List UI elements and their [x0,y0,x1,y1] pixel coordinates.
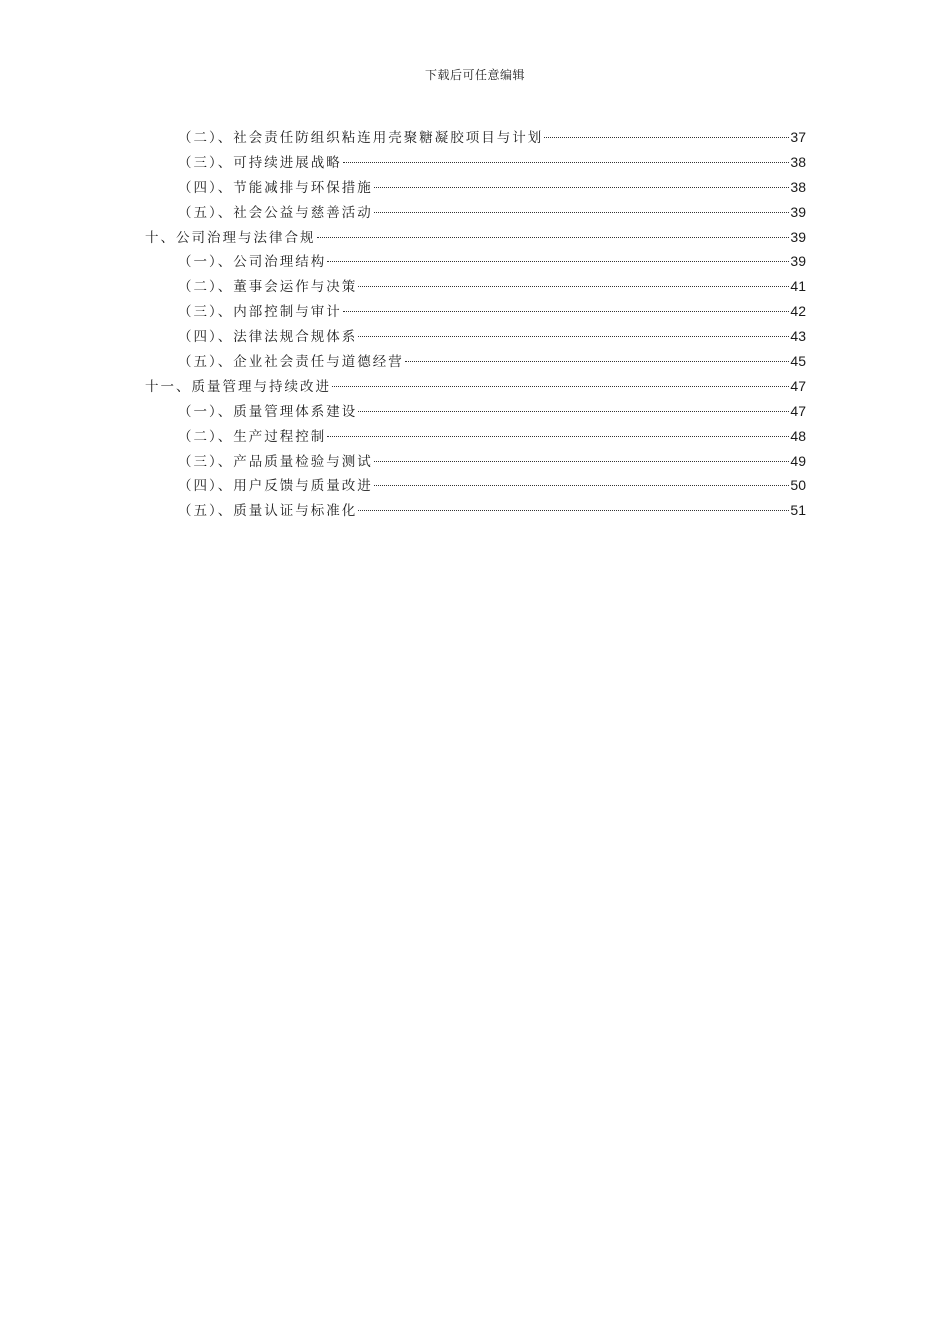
toc-entry[interactable] [145,125,806,150]
toc-dot-leader [374,212,790,213]
toc-entry[interactable] [145,498,806,523]
toc-dot-leader [374,187,790,188]
toc-dot-leader [332,386,789,387]
toc-entry-label: （五）、质量认证与标准化 [178,503,358,520]
toc-entry-page: 39 [790,228,806,245]
toc-dot-leader [317,237,790,238]
toc-entry[interactable] [145,150,806,175]
toc-entry-page: 39 [790,253,806,270]
toc-entry[interactable] [145,349,806,374]
toc-dot-leader [343,311,790,312]
toc-dot-leader [374,461,790,462]
toc-dot-leader [343,162,790,163]
toc-entry-page: 39 [790,203,806,220]
toc-entry-label: （三）、产品质量检验与测试 [178,453,373,470]
toc-entry-label: （三）、可持续进展战略 [178,154,342,171]
toc-entry-page: 38 [790,178,806,195]
toc-entry[interactable] [145,473,806,498]
toc-entry-label: （一）、质量管理体系建设 [178,403,358,420]
toc-entry-page: 49 [790,452,806,469]
toc-entry[interactable] [145,175,806,200]
toc-entry-label: （一）、公司治理结构 [178,254,327,271]
toc-entry[interactable] [145,324,806,349]
toc-entry-label: （四）、节能减排与环保措施 [178,179,373,196]
table-of-contents [145,125,806,523]
toc-entry-label: （五）、社会公益与慈善活动 [178,204,373,221]
toc-entry-page: 42 [790,303,806,320]
toc-dot-leader [358,510,789,511]
toc-dot-leader [358,411,789,412]
toc-chapter-entry[interactable] [145,374,806,399]
toc-entry[interactable] [145,399,806,424]
toc-entry[interactable] [145,249,806,274]
toc-entry-page: 41 [790,278,806,295]
toc-chapter-entry[interactable] [145,225,806,250]
toc-entry[interactable] [145,274,806,299]
toc-entry-label: （二）、社会责任防组织粘连用壳聚糖凝胶项目与计划 [178,130,544,146]
toc-entry-label: （二）、董事会运作与决策 [178,279,358,296]
toc-entry-page: 47 [790,377,806,394]
toc-entry-page: 45 [790,353,806,370]
toc-dot-leader [544,137,789,138]
toc-entry-label: （四）、用户反馈与质量改进 [178,478,373,495]
toc-entry-label: （五）、企业社会责任与道德经营 [178,354,404,371]
toc-entry-label: 十、公司治理与法律合规 [145,229,316,246]
toc-entry-page: 48 [790,427,806,444]
toc-entry-label: （四）、法律法规合规体系 [178,329,358,346]
toc-dot-leader [358,286,789,287]
toc-entry-page: 37 [790,129,806,145]
toc-dot-leader [405,361,790,362]
toc-entry[interactable] [145,200,806,225]
toc-entry[interactable] [145,299,806,324]
toc-entry-page: 47 [790,402,806,419]
toc-entry[interactable] [145,424,806,449]
toc-entry-page: 51 [790,502,806,519]
toc-entry-label: （二）、生产过程控制 [178,428,327,445]
toc-entry-page: 43 [790,328,806,345]
toc-dot-leader [327,261,789,262]
toc-entry[interactable] [145,449,806,474]
toc-entry-page: 50 [790,477,806,494]
toc-entry-label: 十一、质量管理与持续改进 [145,378,331,395]
page-header: 下载后可任意编辑 [424,68,525,82]
toc-entry-page: 38 [790,153,806,170]
toc-dot-leader [358,336,789,337]
toc-dot-leader [327,436,789,437]
toc-entry-label: （三）、内部控制与审计 [178,304,342,321]
toc-dot-leader [374,485,790,486]
